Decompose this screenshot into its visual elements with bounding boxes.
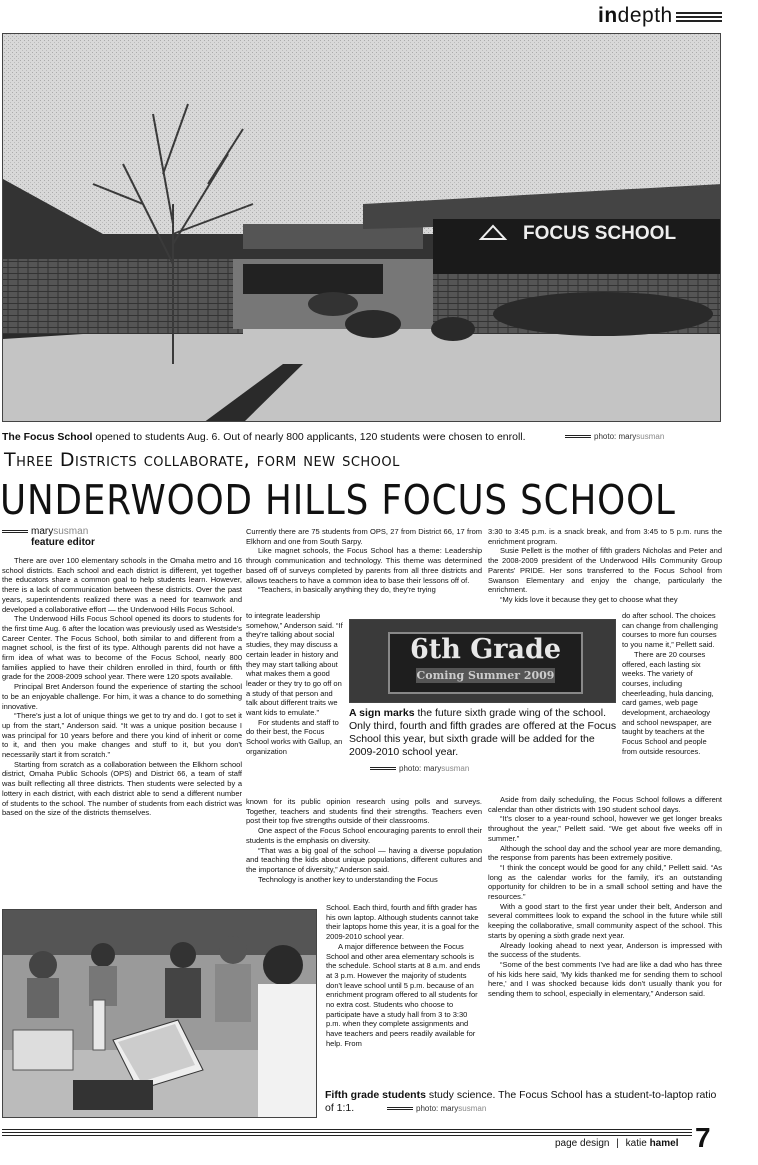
col3-paragraph: 3:30 to 3:45 p.m. is a snack break, and from 3:45 to 5 p.m. runs the enrichment program. bbox=[488, 527, 722, 546]
col2-paragraph: Currently there are 75 students from OPS, 27 from District 66, 17 from Elkhorn and one from South Sarpy. bbox=[246, 527, 482, 546]
col2-narrow-paragraph: to integrate leadership somehow,” Anderson said. “If they're talking about social studies, they may discuss a certain leader in history and they may start talking about what makes them a good leader or they try to go off on a study of that person and talk about different traits we want kids to emulate.” bbox=[246, 611, 343, 718]
footer-last-name: hamel bbox=[649, 1138, 679, 1149]
col3-bottom-paragraph: Already looking ahead to next year, Anderson is impressed with the success of the students. bbox=[488, 940, 722, 960]
byline-role: feature editor bbox=[31, 537, 95, 548]
sign-line-2: Coming Summer 2009 bbox=[416, 669, 555, 682]
col1-paragraph: The Underwood Hills Focus School opened its doors to students for the first time Aug. 6 after the location was previously used as Westside's Career Center. The Focus School, both similar to and different from a magnet school, is the first of its type. Although parents did not have a firm idea of what was to become of the Focus School, nearly 800 families applied to have their children enrolled in third, fourth or fifth grade for the 2008-2009 school year. There were 120 spots available. bbox=[2, 614, 242, 682]
page-number: 7 bbox=[695, 1122, 711, 1153]
sign-board bbox=[388, 632, 583, 694]
main-photo-credit-label: photo: mary bbox=[594, 432, 637, 441]
col3-bottom-paragraph: Although the school day and the school year are more demanding, the response from parents has been extremely positive. bbox=[488, 843, 722, 863]
col2-bottom-paragraph: Technology is another key to understanding the Focus bbox=[258, 874, 438, 884]
main-photo-caption-lead: The Focus School bbox=[2, 431, 93, 443]
column-2-top bbox=[246, 527, 482, 595]
col3-bottom-paragraph: Aside from daily scheduling, the Focus School follows a different calendar than other districts with 190 student school days. bbox=[488, 795, 722, 814]
sixth-grade-sign-photo bbox=[349, 619, 616, 703]
sign-photo-caption-lead: A sign marks bbox=[349, 707, 415, 719]
section-tag-suffix: depth bbox=[617, 4, 673, 27]
col2-narrow-paragraph: For students and staff to do their best, the Focus School works with Gallup, an organization bbox=[246, 717, 343, 756]
footer-label: page design bbox=[555, 1138, 610, 1149]
col2-bottom-paragraph: One aspect of the Focus School encouraging parents to enroll their students is the emphasis on diversity. bbox=[246, 826, 482, 845]
section-tag-rule bbox=[676, 12, 722, 24]
col2-paragraph: “Teachers, in basically anything they do, they're trying bbox=[258, 585, 436, 595]
main-photo-caption bbox=[2, 431, 582, 444]
col1-paragraph: “There's just a lot of unique things we get to try and do. I got to set it up from the start,” Anderson said. “It was a unique position because I was principal for 10 years before and there you kind of inherit or come to it, and then you make changes and stuff to it, but you don't necessarily start it from scratch.” bbox=[2, 711, 242, 760]
classroom-photo-caption bbox=[325, 1089, 725, 1115]
main-photo-credit-name: susman bbox=[636, 432, 665, 441]
footer-separator: | bbox=[616, 1138, 619, 1149]
school-building-photo bbox=[2, 33, 721, 422]
section-tag bbox=[598, 4, 673, 28]
column-2-right-of-photo bbox=[326, 903, 482, 1049]
classroom-photo-caption-lead: Fifth grade students bbox=[325, 1089, 426, 1101]
classroom-photo-credit-name: susman bbox=[458, 1104, 487, 1113]
classroom-photo-credit-label: photo: mary bbox=[416, 1104, 459, 1113]
footer-rule bbox=[2, 1129, 692, 1138]
sign-photo-credit-name: susman bbox=[441, 764, 470, 773]
col2-photo-side-paragraph: A major difference between the Focus School and other area elementary schools is the schedule. School starts at 8 a.m. and ends at 3 p.m. However the majority of students don't leave school until 5 p.m. because of an enrichment program offered to all students for no extra cost. Students who choose to participate have a study hall from 3 to 3:30 p.m. when they complete assignments and have teachers and peers readily available for help. From bbox=[326, 941, 481, 1048]
col2-photo-side-paragraph: School. Each third, fourth and fifth grader has his own laptop. Although students cannot take their laptops home this year, it is a goal for the 2009-2010 school year. bbox=[326, 903, 479, 942]
column-2-narrow bbox=[246, 611, 346, 757]
school-building-illustration bbox=[3, 34, 721, 422]
footer-credit bbox=[555, 1138, 678, 1149]
col2-bottom-paragraph: known for its public opinion research using polls and surveys. Together, teachers and students find their strengths. Teachers even post their top five strengths outside of their classrooms. bbox=[246, 797, 482, 826]
subhead: Three Districts collaborate, form new school bbox=[4, 449, 400, 471]
sign-photo-credit-label: photo: mary bbox=[399, 764, 442, 773]
sign-line-1: 6th Grade bbox=[409, 634, 562, 665]
col1-paragraph: Starting from scratch as a collaboration between the Elkhorn school district, Omaha Public Schools (OPS) and District 66, a team of staff was built reflecting all three districts. Then students were selected by a lottery in each district, with each district able to send a different number of students to the school. The number of students from each district was based on the size of the districts themselves. bbox=[2, 759, 242, 818]
col1-paragraph: Principal Bret Anderson found the experience of starting the school to be an enjoyable challenge. For him, it was a chance to do something innovative. bbox=[2, 682, 242, 711]
classroom-photo-caption-text: study science. The Focus School has a student-to-laptop ratio of 1:1. bbox=[325, 1089, 717, 1114]
column-2-bottom bbox=[246, 797, 482, 884]
classroom-photo-credit bbox=[387, 1104, 486, 1113]
column-3-bottom bbox=[488, 795, 722, 999]
col3-bottom-paragraph: “Some of the best comments I've had are like a dad who has three of his kids here said, 'My kids thanked me for sending them to school here,' and I was shocked because kids don't usually thank you for sending them to school, especially in elementary,” Anderson said. bbox=[488, 959, 722, 999]
main-photo-caption-text: opened to students Aug. 6. Out of nearly 800 applicants, 120 students were chosen to enroll. bbox=[92, 431, 526, 443]
column-3-top bbox=[488, 527, 722, 605]
col3-narrow-paragraph: do after school. The choices can change from challenging courses to more fun courses to you name it,” Pellett said. bbox=[622, 611, 718, 650]
column-3-narrow bbox=[622, 611, 722, 757]
col2-bottom-paragraph: “That was a big goal of the school — having a diverse population and teaching the kids about unique populations, different cultures and the importance of diversity,” Anderson said. bbox=[246, 845, 482, 874]
sign-photo-caption bbox=[349, 707, 619, 759]
section-tag-prefix: in bbox=[598, 4, 618, 27]
col3-narrow-paragraph: There are 20 courses offered, each lasting six weeks. The variety of courses, including cheerleading, hula dancing, card games, web page development, archaeology and school newspaper, are taught by teachers at the Focus School and people from outside resources. bbox=[622, 649, 714, 756]
classroom-illustration bbox=[3, 910, 317, 1118]
col3-paragraph: “My kids love it because they get to choose what they bbox=[500, 594, 678, 604]
footer-first-name: katie bbox=[625, 1138, 647, 1149]
building-sign-text: FOCUS SCHOOL bbox=[523, 223, 677, 244]
sign-photo-credit bbox=[370, 764, 469, 773]
byline-first: mary bbox=[31, 526, 54, 537]
byline-last: susman bbox=[53, 526, 89, 537]
sign-photo-caption-text: the future sixth grade wing of the school. Only third, fourth and fifth grades are offered at the Focus School this year, but sixth grade will be added for the 2009-2010 school year. bbox=[349, 707, 617, 758]
col3-bottom-paragraph: With a good start to the first year under their belt, Anderson and several committees look to expand the school in the future while still keeping the collaborative, small community aspect of the school. This starts by opening a sixth grade next year. bbox=[488, 901, 722, 940]
main-photo-credit bbox=[565, 432, 664, 441]
col3-paragraph: Susie Pellett is the mother of fifth graders Nicholas and Peter and the 2008-2009 president of the Underwood Hills Community Group Parents' PRIDE. Her sons transferred to the Focus School from Swanson Elementary and enjoy the change, particularly the enrichment. bbox=[488, 546, 722, 595]
classroom-photo bbox=[2, 909, 317, 1118]
col2-paragraph: Like magnet schools, the Focus School has a theme: Leadership through communication and technology. This theme was determined based off of surveys completed by parents from all three districts and allows teachers to have a common idea to base their lessons off of. bbox=[246, 546, 482, 585]
headline: UNDERWOOD HILLS FOCUS SCHOOL bbox=[0, 476, 676, 524]
byline bbox=[2, 526, 242, 549]
col3-bottom-paragraph: “It's closer to a year-round school, however we get longer breaks throughout the year,” Pellett said. “We get about five weeks off in summer.” bbox=[488, 814, 722, 843]
col1-paragraph: There are over 100 elementary schools in the Omaha metro and 16 school districts. Each school and each district is different, yet together the educators share a common goal to help students learn. However, there is a lack of communication between these districts. Over the past years, superintendents realized there was a need for teamwork and developed a collaborative effort — the Underwood Hills Focus School. bbox=[2, 556, 242, 614]
column-1 bbox=[2, 556, 242, 818]
col3-bottom-paragraph: “I think the concept would be good for any child,” Pellett said. “As long as the calendar works for the family, it's an outstanding opportunity for children to be in a small school setting and have the resources.” bbox=[488, 862, 722, 902]
